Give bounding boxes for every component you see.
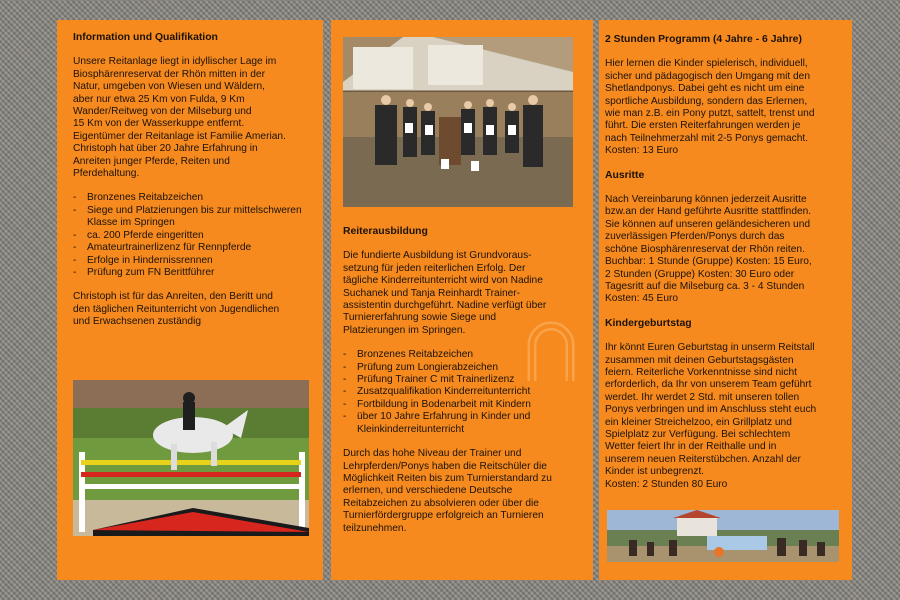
program-heading: 2 Stunden Programm (4 Jahre - 6 Jahre) [605, 34, 802, 45]
training-intro: Die fundierte Ausbildung ist Grundvoraus- setzung für jeden reiterlichen Erfolg. Der tägliche Kinderreitunterricht wird von Nadine Suchanek und Tanja Reinhardt Trainer- assistentin durchgeführt. Nadine verfügt über Turniererfahrung sowie Siege und Platzierungen im Springen. [343, 250, 547, 336]
list-item: - Prüfung zum FN Berittführer [73, 267, 311, 279]
horseshoe-watermark [522, 315, 580, 383]
qualification-heading: Information und Qualifikation [73, 32, 218, 43]
list-item: - Bronzenes Reitabzeichen [73, 192, 311, 204]
list-item: - Prüfung zum Longierabzeichen [343, 362, 581, 374]
ausritte-paragraph: Nach Vereinbarung können jederzeit Ausritte bzw.an der Hand geführte Ausritte stattfinden. Sie können auf unseren geländesicheren und zuverlässigen Pferden/Ponys durch das schöne Biosphärenreservat der Rhön reiten. Buchbar: 1 Stunde (Gruppe) Kosten: 15 Euro, 2 Stunden (Gruppe) Kosten: 30 Euro oder Tagesritt auf die Milseburg ca. 3 - 4 Stunden Kosten: 45 Euro [605, 194, 812, 305]
group-photo [343, 37, 573, 207]
program-paragraph: Hier lernen die Kinder spielerisch, individuell, sicher und pädagogisch den Umgang mit den Shetlandponys. Dabei geht es nicht um eine sportliche Ausbildung, sondern das Erlernen, wie man z.B. ein Pony putzt, sattelt, trenst und führt. Die ersten Reiterfahrungen werden je nach Teilnehmerzahl mit 2-5 Ponys gemacht. Kosten: 13 Euro [605, 58, 815, 157]
jumping-photo [73, 380, 309, 536]
birthday-paragraph: Ihr könnt Euren Geburtstag in unserm Reitstall zusammen mit deinen Geburtstagsgästen feiern. Reiterliche Vorkenntnisse sind nicht erforderlich, da Ihr von unserem Team geführt werdet. Ihr werdet 2 Std. mit unseren tollen Ponys verbringen und im Anschluss steht euch ein kleiner Streichelzoo, ein Grillplatz und Spielplatz zur Verfügung. Bei schlechtem Wetter feiert Ihr in der Reithalle und in unserem neuen Reiterstübchen. Anzahl der Kinder ist unbegrenzt. Kosten: 2 Stunden 80 Euro [605, 342, 817, 490]
list-item: - über 10 Jahre Erfahrung in Kinder und Kleinkinderreitunterricht [343, 411, 581, 436]
list-item: - Amateurtrainerlizenz für Rennpferde [73, 242, 311, 254]
list-item: - Fortbildung in Bodenarbeit mit Kindern [343, 399, 581, 411]
party-photo [607, 510, 839, 562]
right-panel [599, 20, 852, 580]
list-item: - ca. 200 Pferde eingeritten [73, 230, 311, 242]
list-item: - Erfolge in Hindernissrennen [73, 255, 311, 267]
training-heading: Reiterausbildung [343, 226, 428, 237]
training-closing: Durch das hohe Niveau der Trainer und Lehrpferden/Ponys haben die Reitschüler die Möglichkeit Reiten bis zum Turnierstandard zu erlernen, und verschiedene Deutsche Reitabzeichen zu absolvieren oder über die Turnierfördergruppe erfolgreich an Turnieren teilzunehmen. [343, 448, 552, 534]
list-item: - Zusatzqualifikation Kinderreitunterricht [343, 386, 581, 398]
ausritte-heading: Ausritte [605, 169, 645, 181]
list-item: - Prüfung Trainer C mit Trainerlizenz [343, 374, 581, 386]
list-item: - Siege und Platzierungen bis zur mittelschweren Klasse im Springen [73, 205, 311, 230]
list-item: - Bronzenes Reitabzeichen [343, 349, 581, 361]
birthday-heading: Kindergeburtstag [605, 317, 692, 329]
closing-paragraph: Christoph ist für das Anreiten, den Beritt und den täglichen Reitunterricht von Jugendlichen und Erwachsenen zuständig [73, 291, 280, 328]
qualification-list [73, 192, 311, 279]
intro-paragraph: Unsere Reitanlage liegt in idyllischer Lage im Biosphärenreservat der Rhön mitten in der Natur, umgeben von Wiesen und Wäldern, aber nur etwa 25 Km von Fulda, 9 Km Wander/Reitweg von der Milseburg und 15 Km von der Wasserkuppe entfernt. Eigentümer der Reitanlage ist Familie Amerian. Christoph hat über 20 Jahre Erfahrung in Anreiten junger Pferde, Reiten und Pferdehaltung. [73, 56, 286, 180]
